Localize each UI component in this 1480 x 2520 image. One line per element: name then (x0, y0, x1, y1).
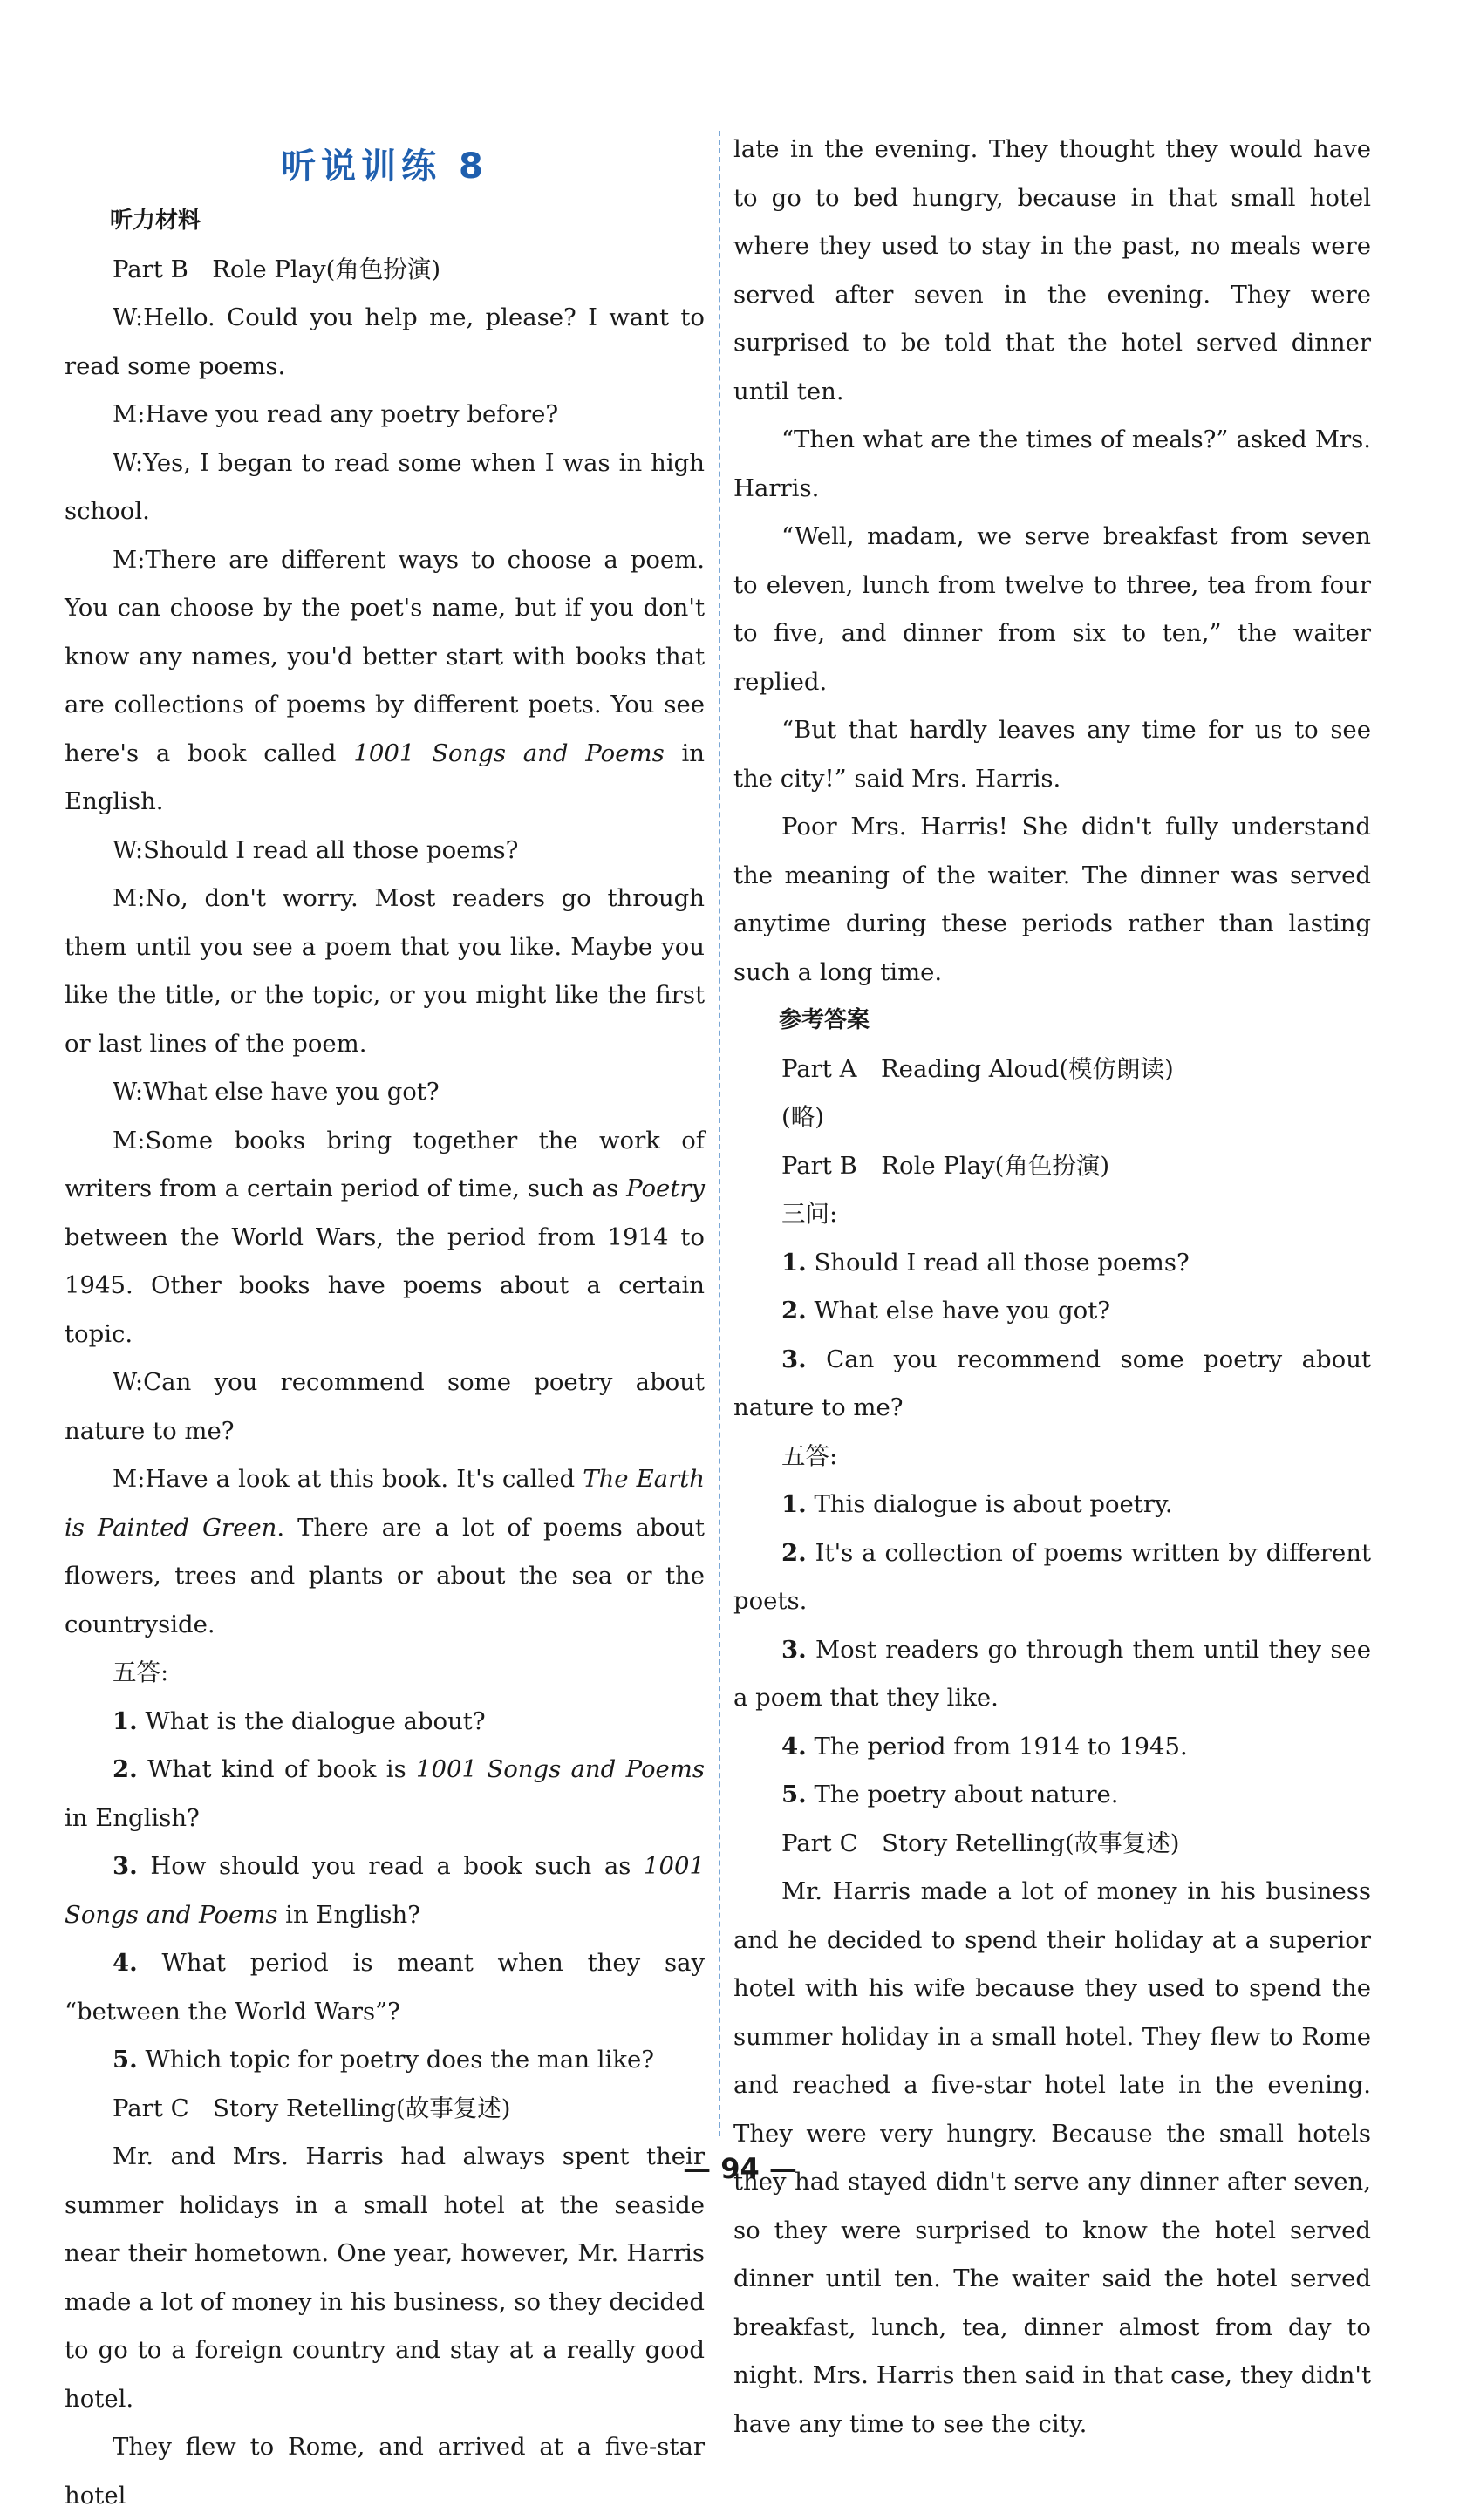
answer-item: 3. Can you recommend some poetry about nature to me? (733, 1345, 1371, 1421)
story-paragraph: Poor Mrs. Harris! She didn't fully understand the meaning of the waiter. The dinner was served anytime during these periods rather than lasting such a long time. (733, 813, 1371, 986)
answer-text: Can you recommend some poetry about nature to me? (733, 1345, 1371, 1421)
story-paragraph: “Then what are the times of meals?” asked Mrs. Harris. (733, 426, 1371, 502)
question-item: 4. What period is meant when they say “between the World Wars”? (65, 1949, 705, 2026)
dialogue-text: between the World Wars, the period from 1914 to 1945. Other books have poems about a certain topic. (65, 1223, 705, 1348)
five-questions-label: 五答: (113, 1658, 169, 1686)
dialogue-line: W:Should I read all those poems? (113, 835, 519, 864)
book-title: The Earth is Painted Green (65, 1465, 706, 1542)
answer-text: What else have you got? (814, 1297, 1110, 1325)
answer-text: The poetry about nature. (814, 1781, 1119, 1808)
question-text: What period is meant when they say “between the World Wars”? (65, 1949, 705, 2026)
dialogue-line (65, 1455, 705, 1649)
answer-item: 1. This dialogue is about poetry. (781, 1490, 1173, 1518)
answer-item: 1. Should I read all those poems? (781, 1248, 1190, 1277)
listening-material-heading: 听力材料 (110, 208, 201, 234)
five-answers-label: 五答: (781, 1441, 838, 1470)
answer-item: 2. What else have you got? (781, 1297, 1110, 1325)
answers-heading: 参考答案 (779, 1007, 870, 1033)
dialogue-line: M:No, don't worry. Most readers go through them until you see a poem that you like. Maybe you like the title, or the topic, or you might like the first or last lines of the poem. (65, 884, 705, 1058)
dialogue-text: M:There are different ways to choose a poem. You can choose by the poet's name, but if you don't know any names, you'd better start with books that are collections of poems by different poets. You see here's a book called (65, 545, 705, 767)
story-paragraph: Mr. and Mrs. Harris had always spent their summer holidays in a small hotel at the seaside near their hometown. One year, however, Mr. Harris made a lot of money in his business, so they decided to go to a foreign country and stay at a really good hotel. (65, 2142, 705, 2413)
question-item: 2. What kind of book is 1001 Songs and Poems in English? (65, 1755, 705, 1832)
dialogue-text: M:Have a look at this book. It's called (113, 1465, 576, 1493)
answer-text: The period from 1914 to 1945. (814, 1732, 1188, 1761)
story-paragraph: late in the evening. They thought they would have to go to bed hungry, because in that small hotel where they used to stay in the past, no meals were served after seven in the evening. They were surprised to be told that the hotel served dinner until ten. (733, 135, 1371, 405)
part-a-label: Part A Reading Aloud(模仿朗读) (781, 1054, 1174, 1083)
question-text: How should you read a book such as (150, 1852, 644, 1880)
column-divider (719, 131, 720, 2136)
answer-item: 5. The poetry about nature. (781, 1781, 1119, 1808)
book-title: 1001 Songs and Poems (65, 1852, 705, 1929)
page-title: 听说训练 8 (281, 146, 488, 187)
book-title: 1001 Songs and Poems (416, 1755, 705, 1783)
three-questions-label: 三问: (781, 1200, 838, 1228)
question-item: 3. How should you read a book such as 1001 Songs and Poems in English? (65, 1852, 705, 1929)
book-title: Poetry (626, 1175, 706, 1202)
dialogue-line (65, 1117, 705, 1359)
dialogue-line (65, 536, 705, 827)
answer-text: It's a collection of poems written by different poets. (733, 1538, 1371, 1615)
question-text: Which topic for poetry does the man like? (145, 2046, 655, 2074)
question-text: in English? (65, 1803, 200, 1832)
dialogue-text: . There are a lot of poems about flowers, trees and plants or about the sea or the countryside. (65, 1513, 705, 1638)
retelling-paragraph: Mr. Harris made a lot of money in his business and he decided to spend their holiday at a superior hotel with his wife because they used to spend the summer holiday in a small hotel. They flew to Rome and reached a five-star hotel late in the evening. They were very hungry. Because the small hotels they had stayed didn't serve any dinner after seven, so they were surprised to know the hotel served dinner until ten. The waiter said the hotel served breakfast, lunch, tea, dinner almost from day to night. Mrs. Harris then said in that case, they didn't have any time to see the city. (733, 1877, 1371, 2438)
dialogue-line: M:Have you read any poetry before? (113, 400, 559, 428)
omitted-note: (略) (781, 1103, 824, 1131)
answer-text: Should I read all those poems? (814, 1248, 1190, 1277)
answer-text: Most readers go through them until they see a poem that they like. (733, 1635, 1371, 1712)
part-c-label: Part C Story Retelling(故事复述) (113, 2094, 511, 2122)
story-paragraph: “Well, madam, we serve breakfast from seven to eleven, lunch from twelve to three, tea from four to five, and dinner from six to ten,” the waiter replied. (733, 522, 1371, 696)
story-paragraph: They flew to Rome, and arrived at a five-star hotel (65, 2433, 705, 2510)
right-column (733, 126, 1371, 2448)
dialogue-line: W:What else have you got? (113, 1078, 440, 1106)
dialogue-line: W:Hello. Could you help me, please? I want to read some poems. (65, 303, 705, 380)
question-item: 5. Which topic for poetry does the man like? (113, 2046, 655, 2074)
part-b-label: Part B Role Play(角色扮演) (113, 255, 441, 283)
question-text: in English? (277, 1900, 420, 1929)
dialogue-text: M:Some books bring together the work of writers from a certain period of time, such as (65, 1126, 705, 1202)
question-text: What kind of book is (147, 1755, 417, 1783)
answer-item: 2. It's a collection of poems written by different poets. (733, 1538, 1371, 1615)
dialogue-text: in English. (65, 739, 705, 815)
dialogue-line: W:Can you recommend some poetry about nature to me? (65, 1368, 705, 1445)
story-paragraph: “But that hardly leaves any time for us to see the city!” said Mrs. Harris. (733, 716, 1371, 793)
part-c-label: Part C Story Retelling(故事复述) (781, 1829, 1180, 1857)
question-text: What is the dialogue about? (145, 1706, 486, 1735)
part-b-label: Part B Role Play(角色扮演) (781, 1151, 1110, 1180)
page-number: — 94 — (683, 2152, 797, 2185)
answer-text: This dialogue is about poetry. (814, 1490, 1173, 1518)
answer-item: 4. The period from 1914 to 1945. (781, 1732, 1188, 1761)
answer-item: 3. Most readers go through them until they see a poem that they like. (733, 1635, 1371, 1712)
dialogue-line: W:Yes, I began to read some when I was in high school. (65, 448, 705, 525)
book-title: 1001 Songs and Poems (353, 739, 665, 767)
question-item: 1. What is the dialogue about? (113, 1706, 486, 1735)
